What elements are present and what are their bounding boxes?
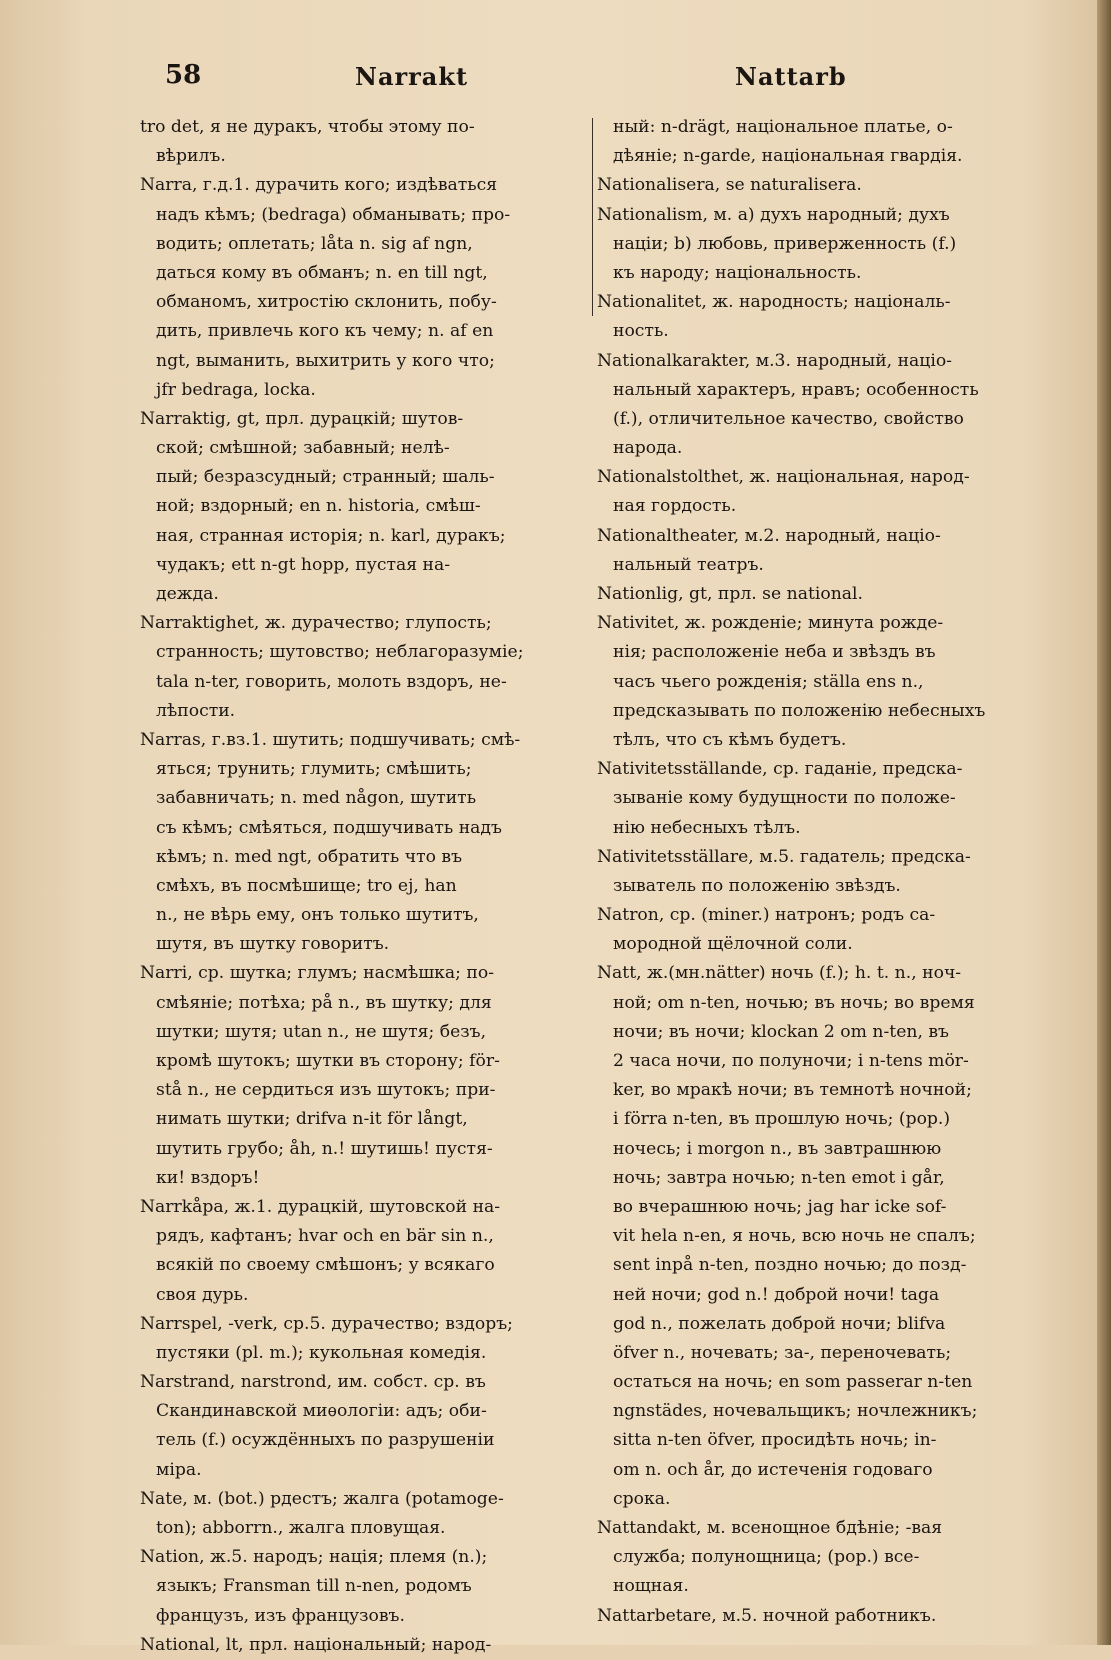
entry-line: водить; оплетать; låta n. sig af ngn, xyxy=(156,233,473,254)
entry-headword-line: Nationalisera, se naturalisera. xyxy=(597,175,862,196)
page-number: 58 xyxy=(165,60,202,90)
entry-line: ней ночи; god n.! доброй ночи! taga xyxy=(613,1284,940,1305)
entry-line: ночи; въ ночи; klockan 2 om n-ten, въ xyxy=(613,1021,949,1042)
entry-line: ngt, выманить, выхитрить у кого что; xyxy=(156,350,495,371)
entry-line: кѣмъ; n. med ngt, обратить что въ xyxy=(156,846,463,867)
entry-line: народа. xyxy=(613,438,683,459)
entry-line: французъ, изъ французовъ. xyxy=(156,1605,405,1626)
entry-line: ная гордость. xyxy=(613,496,737,517)
entry-headword-line: Nate, м. (bot.) рдестъ; жалга (potamoge- xyxy=(140,1488,504,1509)
entry-line: предсказывать по положенію небесныхъ xyxy=(613,700,986,721)
entry-line: лѣпости. xyxy=(156,700,236,721)
entry-line: ки! вздоръ! xyxy=(156,1167,260,1188)
entry-headword-line: Nativitetsställare, м.5. гадатель; предска- xyxy=(597,846,971,867)
entry-line: тѣлъ, что съ кѣмъ будетъ. xyxy=(613,729,847,750)
entry-headword-line: Nationlig, gt, прл. se national. xyxy=(597,584,863,604)
entry-line: забавничать; n. med någon, шутить xyxy=(156,788,477,809)
entry-line: ngnstädes, ночевальщикъ; ночлежникъ; xyxy=(613,1401,978,1422)
entry-line: ный: n-drägt, національное платье, о- xyxy=(613,117,953,137)
entry-line: смѣхъ, въ посмѣшище; tro ej, han xyxy=(156,875,457,896)
entry-line: шутить грубо; åh, n.! шутишь! пустя- xyxy=(156,1138,493,1159)
entry-line: даться кому въ обманъ; n. en till ngt, xyxy=(156,262,488,283)
page-edge-shadow xyxy=(1097,0,1111,1645)
entry-line: нимать шутки; drifva n-it för långt, xyxy=(156,1109,468,1130)
entry-line: öfver n., ночевать; за-, переночевать; xyxy=(613,1342,952,1363)
entry-line: тель (f.) осуждённыхъ по разрушеніи xyxy=(156,1430,495,1451)
entry-line: tala n-ter, говорить, молоть вздоръ, не- xyxy=(156,671,507,692)
entry-headword-line: Narstrand, narstrond, им. собст. ср. въ xyxy=(140,1372,486,1393)
entry-line: зываніе кому будущности по положе- xyxy=(613,788,956,809)
entry-line: ной; om n-ten, ночью; въ ночь; во время xyxy=(613,992,975,1013)
entry-line: ker, во мракѣ ночи; въ темнотѣ ночной; xyxy=(613,1080,972,1101)
entry-line: мородной щёлочной соли. xyxy=(613,934,853,955)
entry-line: зыватель по положенію звѣздъ. xyxy=(613,875,901,896)
entry-line: къ народу; національность. xyxy=(613,262,862,283)
entry-line: шутки; шутя; utan n., не шутя; безъ, xyxy=(156,1021,487,1042)
entry-line: om n. och år, до истеченія годоваго xyxy=(613,1459,933,1480)
entry-line: sent inpå n-ten, поздно ночью; до позд- xyxy=(613,1255,967,1276)
entry-line: дежда. xyxy=(156,584,219,604)
entry-line: нію небесныхъ тѣлъ. xyxy=(613,817,801,838)
left-column xyxy=(140,113,584,1660)
entry-line: съ кѣмъ; смѣяться, подшучивать надъ xyxy=(156,817,502,838)
entry-line: ность. xyxy=(613,321,669,342)
entry-line: чудакъ; ett n-gt hopp, пустая на- xyxy=(156,554,451,575)
entry-line: пый; безразсудный; странный; шаль- xyxy=(156,467,495,488)
entry-line: i förra n-ten, въ прошлую ночь; (рор.) xyxy=(613,1109,951,1130)
entry-line: рядъ, кафтанъ; hvar och en bär sin n., xyxy=(156,1226,494,1247)
entry-line: во вчерашнюю ночь; jag har icke sof- xyxy=(613,1196,947,1217)
entry-line: странность; шутовство; неблагоразуміе; xyxy=(156,642,524,663)
entry-line: служба; полунощница; (рор.) все- xyxy=(613,1547,920,1568)
entry-line: языкъ; Fransman till n-nen, родомъ xyxy=(156,1576,472,1597)
right-column xyxy=(597,113,1053,1631)
entry-line: срока. xyxy=(613,1488,671,1509)
entry-headword-line: Nationalstolthet, ж. національная, народ- xyxy=(597,467,970,488)
entry-headword-line: Narras, г.вз.1. шутить; подшучивать; смѣ- xyxy=(140,729,521,750)
entry-line: нальный театръ. xyxy=(613,554,764,575)
entry-line: дить, привлечь кого къ чему; n. af en xyxy=(156,321,494,342)
entry-headword-line: Nationalitet, ж. народность; національ- xyxy=(597,292,951,313)
entry-headword-line: Nativitetsställande, ср. гаданіе, предска- xyxy=(597,759,963,780)
entry-line: нощная. xyxy=(613,1576,689,1597)
entry-headword-line: Narri, ср. шутка; глумъ; насмѣшка; по- xyxy=(140,963,495,984)
entry-line: дѣяніе; n-garde, національная гвардія. xyxy=(613,146,963,167)
entry-headword-line: tro det, я не дуракъ, чтобы этому по- xyxy=(140,117,475,137)
entry-line: надъ кѣмъ; (bedraga) обманывать; про- xyxy=(156,204,511,225)
entry-line: n., не вѣрь ему, онъ только шутитъ, xyxy=(156,905,479,926)
entry-line: ской; смѣшной; забавный; нелѣ- xyxy=(156,438,450,459)
left-guide-word: Narrakt xyxy=(355,62,469,91)
entry-line: 2 часа ночи, по полуночи; i n-tens mör- xyxy=(613,1051,969,1071)
entry-line: вѣрилъ. xyxy=(156,146,226,167)
entry-line: ночесь; i morgon n., въ завтрашнюю xyxy=(613,1138,942,1159)
entry-headword-line: National, lt, прл. національный; народ- xyxy=(140,1634,492,1655)
entry-headword-line: Narraktighet, ж. дурачество; глупость; xyxy=(140,613,492,634)
entry-line: god n., пожелать доброй ночи; blifva xyxy=(613,1313,946,1334)
entry-headword-line: Nationalkarakter, м.3. народный, націо- xyxy=(597,350,952,371)
entry-line: всякій по своему смѣшонъ; у всякаго xyxy=(156,1255,495,1276)
entry-headword-line: Nation, ж.5. народъ; нація; племя (n.); xyxy=(140,1547,488,1568)
entry-headword-line: Narra, г.д.1. дурачить кого; издѣваться xyxy=(140,175,498,196)
entry-line: ная, странная исторія; n. karl, дуракъ; xyxy=(156,525,506,546)
entry-line: смѣяніе; потѣха; på n., въ шутку; для xyxy=(156,992,492,1013)
entry-line: пустяки (pl. m.); кукольная комедія. xyxy=(156,1342,487,1363)
entry-line: vit hela n-en, я ночь, всю ночь не спалъ; xyxy=(613,1226,976,1247)
entry-headword-line: Narrspel, -verk, ср.5. дурачество; вздоръ; xyxy=(140,1313,513,1334)
running-header xyxy=(0,60,1111,100)
entry-line: ночь; завтра ночью; n-ten emot i går, xyxy=(613,1167,945,1188)
entry-line: sitta n-ten öfver, просидѣть ночь; in- xyxy=(613,1430,937,1451)
entry-line: (f.), отличительное качество, свойство xyxy=(613,408,964,429)
entry-headword-line: Narrkåpa, ж.1. дурацкій, шутовской на- xyxy=(140,1196,501,1217)
entry-headword-line: Nattarbetare, м.5. ночной работникъ. xyxy=(597,1605,937,1626)
entry-line: кромѣ шутокъ; шутки въ сторону; för- xyxy=(156,1051,500,1071)
entry-line: stå n., не сердиться изъ шутокъ; при- xyxy=(156,1080,496,1101)
entry-line: яться; трунить; глумить; смѣшить; xyxy=(156,759,472,780)
entry-line: jfr bedraga, locka. xyxy=(156,379,316,400)
entry-line: нія; расположеніе неба и звѣздъ въ xyxy=(613,642,936,663)
entry-line: ной; вздорный; en n. historia, смѣш- xyxy=(156,496,481,517)
column-divider xyxy=(592,118,593,316)
entry-line: остаться на ночь; en som passerar n-ten xyxy=(613,1372,973,1393)
entry-line: своя дурь. xyxy=(156,1284,249,1305)
entry-line: міра. xyxy=(156,1459,202,1480)
right-guide-word: Nattarb xyxy=(735,62,847,91)
entry-line: шутя, въ шутку говоритъ. xyxy=(156,934,390,955)
entry-headword-line: Nationaltheater, м.2. народный, націо- xyxy=(597,525,941,546)
entry-headword-line: Narraktig, gt, прл. дурацкій; шутов- xyxy=(140,408,464,429)
entry-headword-line: Natt, ж.(мн.nätter) ночь (f.); h. t. n., ноч- xyxy=(597,963,962,984)
entry-headword-line: Nativitet, ж. рожденіе; минута рожде- xyxy=(597,613,944,634)
entry-headword-line: Nationalism, м. a) духъ народный; духъ xyxy=(597,204,950,225)
entry-line: націи; b) любовь, приверженность (f.) xyxy=(613,233,957,254)
entry-line: ton); abborrn., жалга пловущая. xyxy=(156,1518,446,1538)
entry-headword-line: Nattandakt, м. всенощное бдѣніе; -вая xyxy=(597,1518,943,1538)
entry-headword-line: Natron, ср. (miner.) натронъ; родъ са- xyxy=(597,905,936,926)
entry-line: Скандинавской миѳологіи: адъ; оби- xyxy=(156,1401,487,1422)
entry-line: обманомъ, хитростію склонить, побу- xyxy=(156,292,497,313)
entry-line: часъ чьего рожденія; ställa ens n., xyxy=(613,671,924,692)
entry-line: нальный характеръ, нравъ; особенность xyxy=(613,379,979,400)
